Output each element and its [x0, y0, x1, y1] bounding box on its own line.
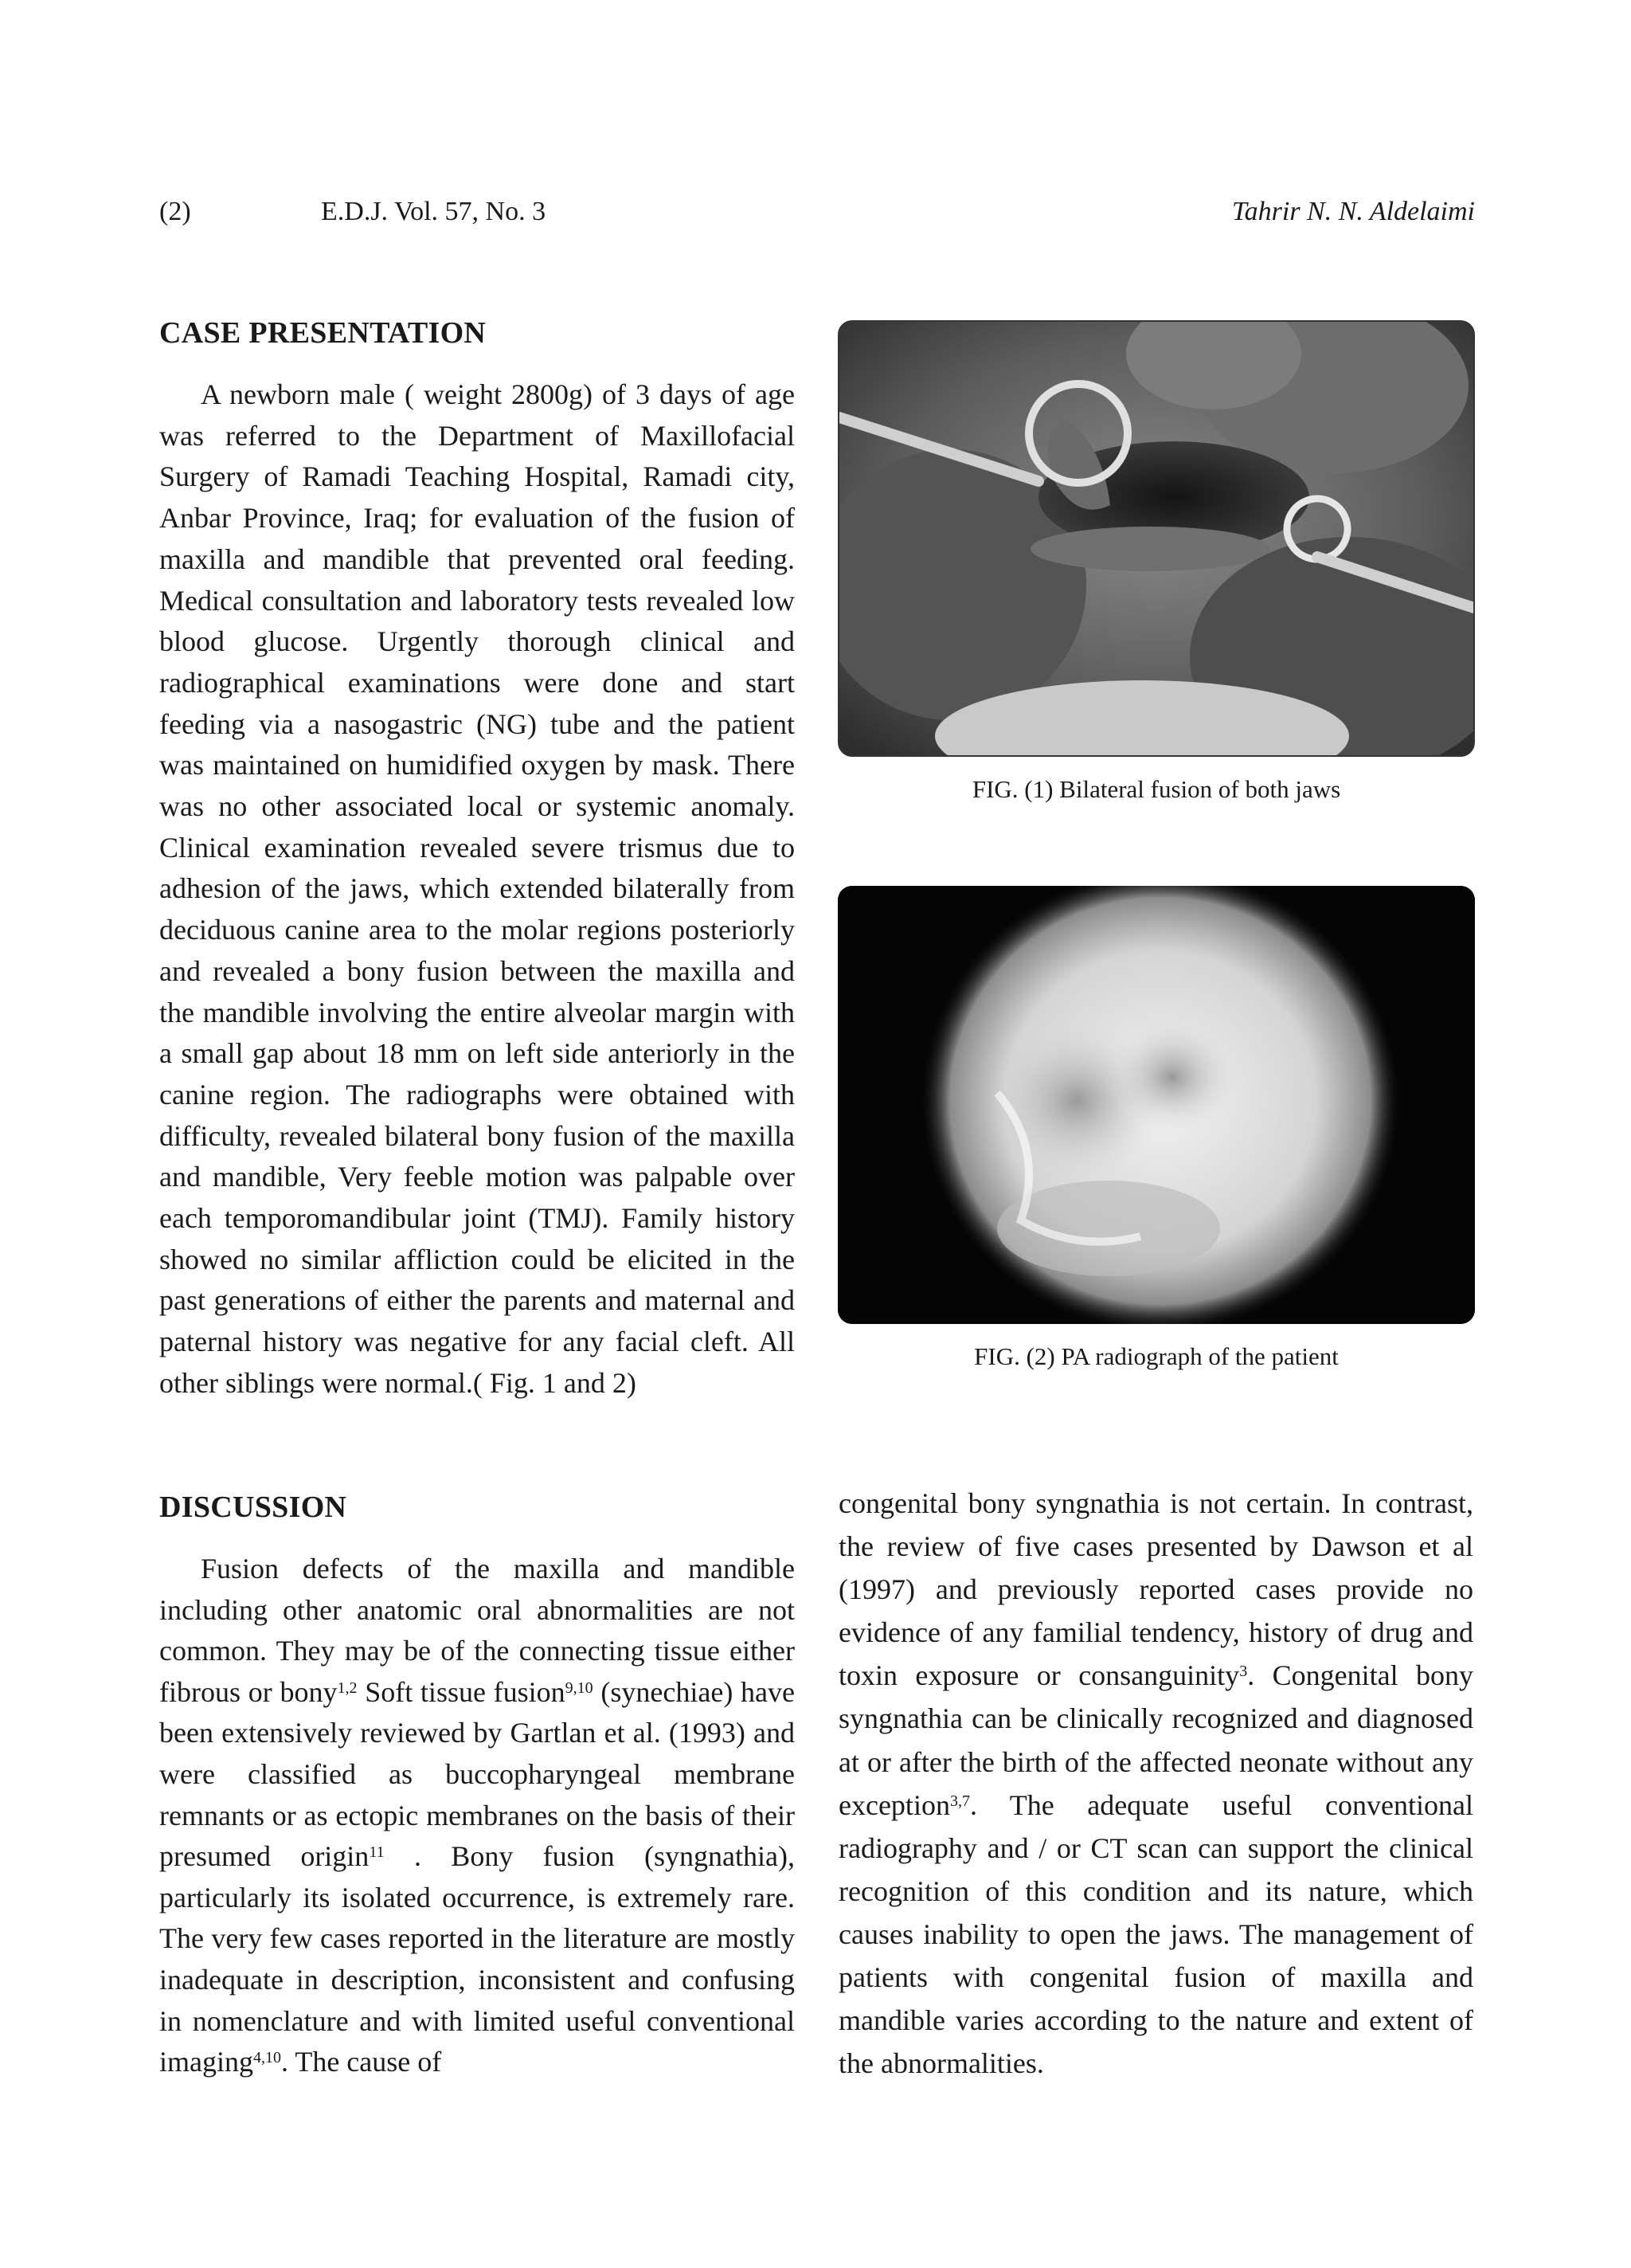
figure-1-photo: [838, 320, 1475, 757]
figure-2-radiograph: [838, 886, 1475, 1324]
figure-1-caption: FIG. (1) Bilateral fusion of both jaws: [972, 775, 1341, 803]
discussion-paragraph-left: Fusion defects of the maxilla and mandible including other anatomic oral abnormalities are not common. They may be of the connecting tissue either fibrous or bony$^{1,2}$ Soft tissue fusion$^{9,10}$ (synechiae) have been extensively reviewed by Gartlan et al. (1993) and were classified as buccopharyngeal membrane remnants or as ectopic membranes on the basis of their presumed origin$^{11}$ . Bony fusion (syngnathia), particularly its isolated occurrence, is extremely rare. The very few cases reported in the literature are mostly inadequate in description, inconsistent and confusing in nomenclature and with limited useful conventional imaging$^{4,10}$. The cause of: [159, 1553, 795, 2078]
case-presentation-paragraph: A newborn male ( weight 2800g) of 3 days of age was referred to the Department of Maxillofacial Surgery of Ramadi Teaching Hospital, Ramadi city, Anbar Province, Iraq; for evaluation of the fusion of maxilla and mandible that prevented oral feeding. Medical consultation and laboratory tests revealed low blood glucose. Urgently thorough clinical and radiographical examinations were done and start feeding via a nasogastric (NG) tube and the patient was maintained on humidified oxygen by mask. There was no other associated local or systemic anomaly. Clinical examination revealed severe trismus due to adhesion of the jaws, which extended bilaterally from deciduous canine area to the molar regions posteriorly and revealed a bony fusion between the maxilla and the mandible involving the entire alveolar margin with a small gap about 18 mm on left side anteriorly in the canine region. The radiographs were obtained with difficulty, revealed bilateral bony fusion of the maxilla and mandible, Very feeble motion was palpable over each temporomandibular joint (TMJ). Family history showed no similar affliction could be elicited in the past generations of either the parents and maternal and paternal history was negative for any facial cleft. All other siblings were normal.( Fig. 1 and 2): [159, 378, 795, 1399]
citation: 3,7: [949, 1792, 970, 1810]
citation: 4,10: [252, 2049, 281, 2067]
case-presentation-body: [159, 374, 795, 1404]
citation: 3: [1239, 1663, 1248, 1681]
discussion-left-column: [159, 1549, 795, 2083]
citation: 1,2: [337, 1678, 358, 1697]
jaw-fusion-photo: [839, 322, 1475, 757]
pa-radiograph-image: [838, 886, 1475, 1324]
citation: 9,10: [565, 1678, 593, 1697]
figure-2-caption: FIG. (2) PA radiograph of the patient: [974, 1342, 1339, 1370]
running-author: Tahrir N. N. Aldelaimi: [1231, 197, 1475, 226]
case-presentation-heading: CASE PRESENTATION: [159, 316, 487, 350]
citation: 11: [369, 1843, 385, 1862]
discussion-paragraph-right: congenital bony syngnathia is not certain. In contrast, the review of five cases presented by Dawson et al (1997) and previously reported cases provide no evidence of any familial tendency, history of drug and toxin exposure or consanguinity$^3$. Congenital bony syngnathia can be clinically recognized and diagnosed at or after the birth of the affected neonate without any exception$^{3,7}$. The adequate useful conventional radiography and / or CT scan can support the clinical recognition of this condition and its nature, which causes inability to open the jaws. The management of patients with congenital fusion of maxilla and mandible varies according to the nature and extent of the abnormalities.: [839, 1487, 1473, 2080]
discussion-right-column: [839, 1482, 1473, 2085]
journal-reference: E.D.J. Vol. 57, No. 3: [321, 197, 546, 226]
discussion-heading: DISCUSSION: [159, 1490, 347, 1524]
page-number: (2): [159, 197, 191, 226]
